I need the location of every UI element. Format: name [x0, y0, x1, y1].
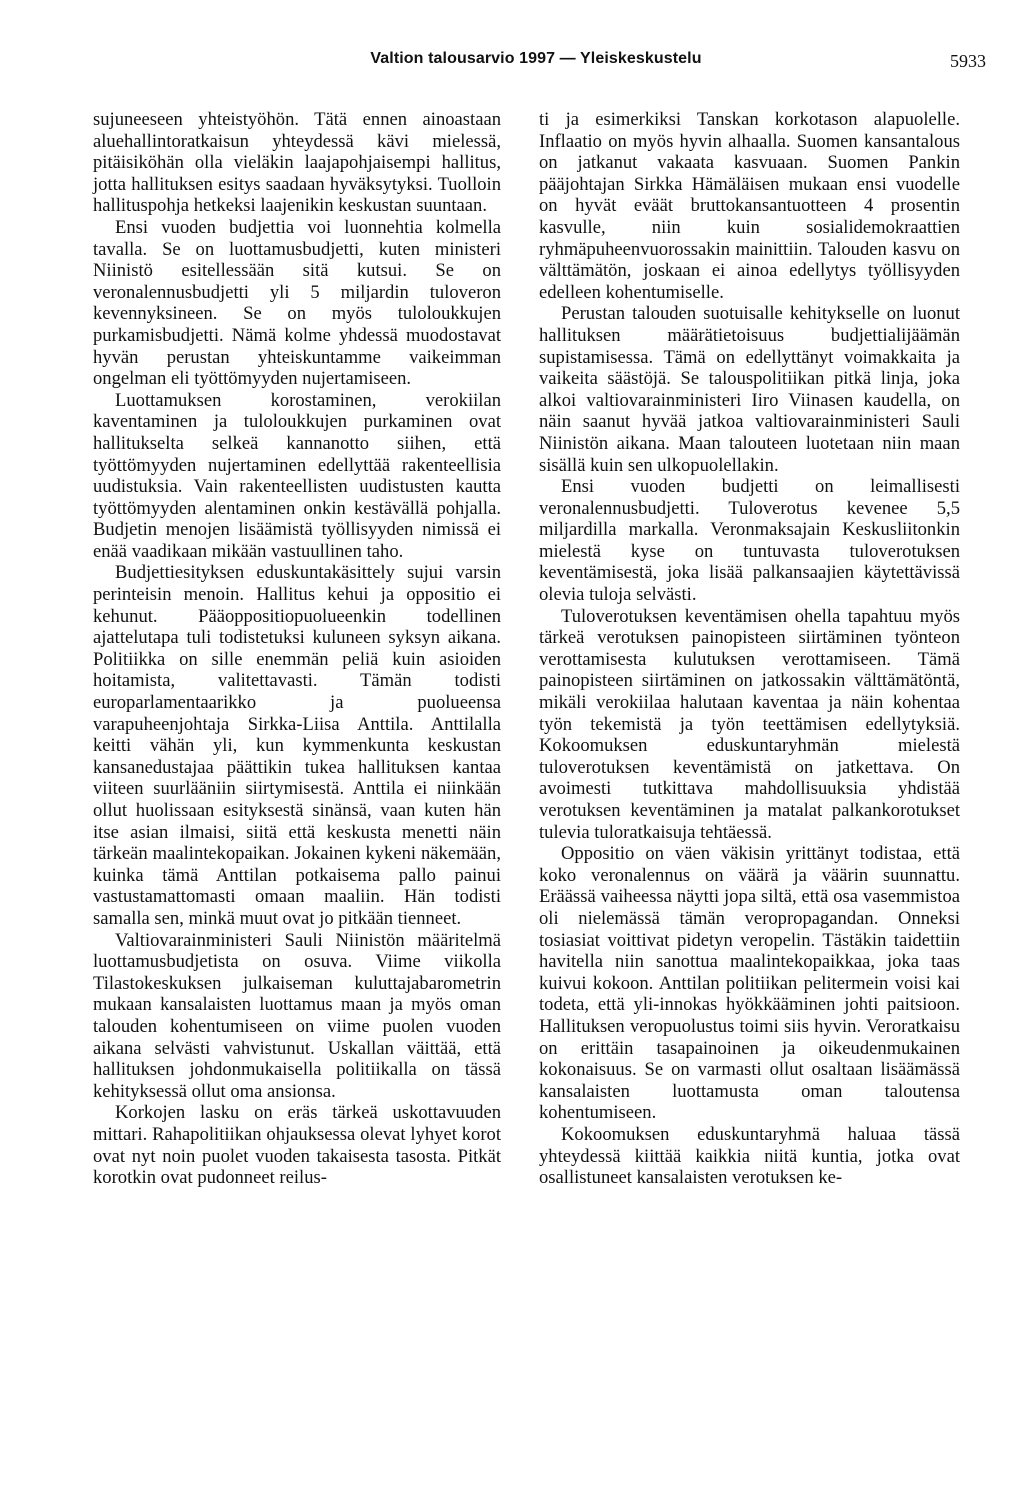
running-head: Valtion talousarvio 1997 — Yleiskeskustelu — [370, 50, 702, 67]
paragraph: Perustan talouden suotuisalle kehitykselle on luonut hallituksen määrätietoisuus budjettialijäämän supistamisessa. Tämä on edellyttänyt voimakkaita ja vaikeita säästöjä. Se talouspolitiikan pitkä linja, joka alkoi valtiovarainministeri Iiro Viinasen kaudella, on näin saanut hyvää jatkoa valtiovarainministeri Sauli Niinistön aikana. Maan talouteen luotetaan niin maan sisällä kuin sen ulkopuolellakin. — [539, 303, 960, 476]
paragraph: Tuloverotuksen keventämisen ohella tapahtuu myös tärkeä verotuksen painopisteen siirtäminen työnteon verottamisesta kulutuksen verottamiseen. Tämä painopisteen siirtäminen on jatkossakin välttämätöntä, mikäli verokiilaa halutaan kaventaa ja näin kohentaa työn tekemistä ja työn teettämisen edellytyksiä. Kokoomuksen eduskuntaryhmän mielestä tuloverotuksen keventämistä on jatkettava. On avoimesti tutkittava mahdollisuuksia yhdistää verotuksen keventäminen ja matalat palkankorotukset tulevia tuloratkaisuja tehtäessä. — [539, 605, 960, 843]
paragraph: Oppositio on väen väkisin yrittänyt todistaa, että koko veronalennus on väärä ja väärin suunnattu. Eräässä vaiheessa näytti jopa siltä, että osa vasemmistoa oli nielemässä tämän veropropagandan. Onneksi tosiasiat voittivat pidetyn veropelin. Tästäkin taidettiin havitella niin sanottua maalintekopaikkaa, joka taas kuivui kokoon. Anttilan politiikan pelitermein voisi kai todeta, että yli-innokas hyökkääminen johti paitsioon. Hallituksen veropuolustus toimi siis hyvin. Veroratkaisu on erittäin tasapainoinen ja oikeudenmukainen kokonaisuus. Se on varmasti ollut osaltaan lisäämässä kansalaisten luottamusta oman taloutensa kohentumiseen. — [539, 843, 960, 1124]
paragraph: Budjettiesityksen eduskuntakäsittely sujui varsin perinteisin menoin. Hallitus kehui ja oppositio ei kehunut. Pääoppositiopuolueenkin todellinen ajattelutapa tuli todistetuksi kuluneen syksyn aikana. Politiikka on sille enemmän peliä kuin asioiden hoitamista, valitettavasti. Tämän todisti europarlamentaarikko ja puolueensa varapuheenjohtaja Sirkka-Liisa Anttila. Anttilalla keitti vähän yli, kun kymmenkunta keskustan kansanedustajaa päättikin tukea hallituksen kantaa viiteen suurlääniin siirtymisestä. Anttila ei niinkään ollut huolissaan esityksestä sinänsä, vaan kuten hän itse asian ilmaisi, siitä että keskusta menetti näin tärkeän maalintekopaikan. Jokainen kykeni näkemään, kuinka tämä Anttilan potkaisema pallo painui vastustamattomasti omaan maaliin. Hän todisti samalla sen, minkä muut ovat jo pitkään tienneet. — [93, 562, 501, 929]
paragraph: Korkojen lasku on eräs tärkeä uskottavuuden mittari. Rahapolitiikan ohjauksessa olevat lyhyet korot ovat nyt noin puolet vuoden takaisesta tasosta. Pitkät korotkin ovat pudonneet reilus- — [93, 1102, 501, 1189]
left-column — [93, 109, 501, 1189]
page-header — [86, 50, 986, 74]
paragraph: Ensi vuoden budjetti on leimallisesti veronalennusbudjetti. Tuloverotus kevenee 5,5 miljardilla markalla. Veronmaksajain Keskusliitonkin mielestä kyse on tuntuvasta tuloverotuksen keventämisestä, joka lisää palkansaajien käytettävissä olevia tuloja selvästi. — [539, 476, 960, 606]
right-column — [539, 109, 960, 1189]
paragraph: Kokoomuksen eduskuntaryhmä haluaa tässä yhteydessä kiittää kaikkia niitä kuntia, jotka ovat osallistuneet kansalaisten verotuksen ke- — [539, 1123, 960, 1189]
paragraph: Ensi vuoden budjettia voi luonnehtia kolmella tavalla. Se on luottamusbudjetti, kuten ministeri Niinistö esitellessään sitä kutsui. Se on veronalennusbudjetti yli 5 miljardin tuloveron kevennyksineen. Se on myös tuloloukkujen purkamisbudjetti. Nämä kolme yhdessä muodostavat hyvän perustan yhteiskuntamme vaikeimman ongelman eli työttömyyden nujertamiseen. — [93, 216, 501, 390]
paragraph: sujuneeseen yhteistyöhön. Tätä ennen ainoastaan aluehallintoratkaisun yhteydessä kävi mielessä, pitäisiköhän olla vieläkin laajapohjaisempi hallitus, jotta hallituksen esitys saadaan hyväksytyksi. Tuolloin hallituspohja hetkeksi laajenikin keskustan suuntaan. — [93, 109, 501, 217]
paragraph: Luottamuksen korostaminen, verokiilan kaventaminen ja tuloloukkujen purkaminen ovat hallitukselta selkeä kannanotto siihen, että työttömyyden nujertaminen edellyttää rakenteellisia uudistuksia. Vain rakenteellisten uudistusten kautta työttömyyden alentaminen onkin kestävällä pohjalla. Budjetin menojen lisäämistä työllisyyden nimissä ei enää vaadikaan mikään vastuullinen taho. — [93, 389, 501, 562]
page-number: 5933 — [950, 51, 986, 71]
paragraph: Valtiovarainministeri Sauli Niinistön määritelmä luottamusbudjetista on osuva. Viime viikolla Tilastokeskuksen julkaiseman kuluttajabarometrin mukaan kansalaisten luottamus maan ja myös oman talouden kohentumiseen on viime puolen vuoden aikana selvästi vahvistunut. Uskallan väittää, että hallituksen johdonmukaisella politiikalla on tässä kehityksessä ollut oma ansionsa. — [93, 929, 501, 1102]
paragraph: ti ja esimerkiksi Tanskan korkotason alapuolelle. Inflaatio on myös hyvin alhaalla. Suomen kansantalous on jatkanut vakaata kasvuaan. Suomen Pankin pääjohtajan Sirkka Hämäläisen mukaan ensi vuodelle on hyvät eväät bruttokansantuotteen 4 prosentin kasvulle, niin kuin sosialidemokraattien ryhmäpuheenvuorossakin mainittiin. Talouden kasvu on välttämätön, joskaan ei ainoa edellytys työllisyyden edelleen kohentumiselle. — [539, 109, 960, 303]
